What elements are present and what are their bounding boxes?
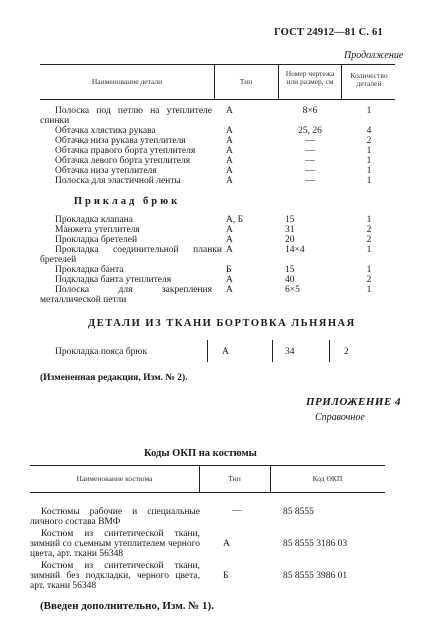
appendix-subtitle: Справочное [315,412,365,423]
table-row-name: Костюм из синтетической ткани, зимний со съемным утеплителем черного цвета, арт. ткани 56348 [30,529,200,559]
table-row-code: 85 8555 3986 01 [283,571,348,581]
table-row-size: 6×5 [285,285,300,295]
table-row-type: А [226,176,233,186]
table-row-qty: 1 [366,146,372,156]
table-row-type: — [232,506,242,516]
column-divider [272,340,273,362]
column-header-size: Номер чертежа или размер, см [285,69,335,86]
table-row-name: Прокладка соединительной планки бретелей [40,245,222,265]
column-divider [329,340,330,362]
table-row-name: Обтачка низа утеплителя [55,166,157,176]
table-row-type: А [222,347,229,357]
table-row-type: А [226,275,233,285]
table-row-size: 15 [285,265,295,275]
table-row-size: 20 [285,235,295,245]
table-row-name: Манжета утеплителя [55,225,140,235]
table-row-size: 14×4 [285,245,305,255]
table-row-size: — [305,166,315,176]
table-row-name: Костюмы рабочие и специальные личного состава ВМФ [30,507,200,527]
table-row-type: Б [223,571,229,581]
table-row-name: Полоска под петлю на утеплителе спинки [40,106,212,126]
column-header-name: Наименование костюма [76,474,153,483]
table-row-type: А [226,136,233,146]
column-divider [207,340,208,362]
table-row-qty: 1 [366,285,372,295]
table-row-qty: 1 [366,166,372,176]
section-title: Приклад брюк [73,196,181,207]
table-row-type: А [226,156,233,166]
column-header-code: Код ОКП [312,474,343,483]
appendix-title: ПРИЛОЖЕНИЕ 4 [306,396,402,408]
table-row-size: 31 [285,225,295,235]
table-row-name: Обтачка низа рукава утеплителя [55,136,186,146]
table-row-size: 15 [285,215,295,225]
table-row-type: А [226,126,233,136]
table-row-name: Подкладка банта утеплителя [55,275,172,285]
table-row-qty: 2 [344,347,349,357]
table-row-name: Прокладка бретелей [55,235,138,245]
table-row-qty: 2 [366,225,372,235]
table-row-qty: 2 [366,136,372,146]
column-divider [278,64,279,99]
table-row-size: — [305,136,315,146]
table-title: Коды ОКП на костюмы [144,448,257,459]
table-row-code: 85 8555 [283,507,314,517]
table-row-code: 85 8555 3186 03 [283,539,348,549]
continuation-label: Продолжение [344,50,404,61]
table-row-qty: 1 [366,156,372,166]
table-row-name: Костюм из синтетической ткани, зимний без подкладки, черного цвета, арт. ткани 56348 [30,561,200,591]
column-divider [341,64,342,99]
table-row-name: Обтачка хлястика рукава [55,126,156,136]
table-row-size: — [305,156,315,166]
document-code: ГОСТ 24912—81 С. 61 [274,27,383,38]
revision-note: (Измененная редакция, Изм. № 2). [40,373,188,383]
table-row-size: — [305,176,315,186]
table-row-qty: 1 [366,245,372,255]
table-row-size: 40 [285,275,295,285]
table-row-qty: 1 [366,106,372,116]
table-row-qty: 1 [366,176,372,186]
column-header-name: Наименование детали [91,77,163,86]
table-row-name: Обтачка левого борта утеплителя [55,156,191,166]
column-header-qty: Количество деталей [350,71,388,88]
table-row-type: А, Б [226,215,244,225]
table-row-qty: 2 [366,235,372,245]
table-row-name: Полоска для закрепления металлической петли [40,285,212,305]
table-row-name: Прокладка клапана [55,215,133,225]
table-row-name: Полоска для эластичной ленты [55,176,181,186]
table-row-size: — [305,146,315,156]
table-row-name: Прокладка пояса брюк [55,347,148,357]
revision-note: (Введен дополнительно, Изм. № 1). [40,600,214,612]
table-row-size: 34 [285,347,295,357]
table-row-type: А [226,225,233,235]
table-row-qty: 1 [366,265,372,275]
table-header-border [40,99,395,100]
table-row-qty: 2 [366,275,372,285]
table-row-type: А [226,166,233,176]
table-row-type: А [226,146,233,156]
table-row-type: А [226,285,233,295]
table-row-type: А [226,106,233,116]
table-row-name: Обтачка правого борта утеплителя [55,146,196,156]
column-header-type: Тип [239,77,253,86]
column-header-type: Тип [228,474,241,483]
table-row-size: 8×6 [302,106,318,116]
table-header-border [30,492,385,493]
table-row-name: Прокладка банта [55,265,124,275]
table-row-type: А [226,245,233,255]
table-row-type: А [223,539,230,549]
table-row-type: А [226,235,233,245]
table-row-size: 25, 26 [298,126,322,136]
table-row-qty: 1 [366,215,372,225]
section-title: ДЕТАЛИ ИЗ ТКАНИ БОРТОВКА ЛЬНЯНАЯ [88,318,356,329]
table-row-type: Б [226,265,232,275]
table-top-border [30,465,385,466]
table-row-qty: 4 [366,126,372,136]
